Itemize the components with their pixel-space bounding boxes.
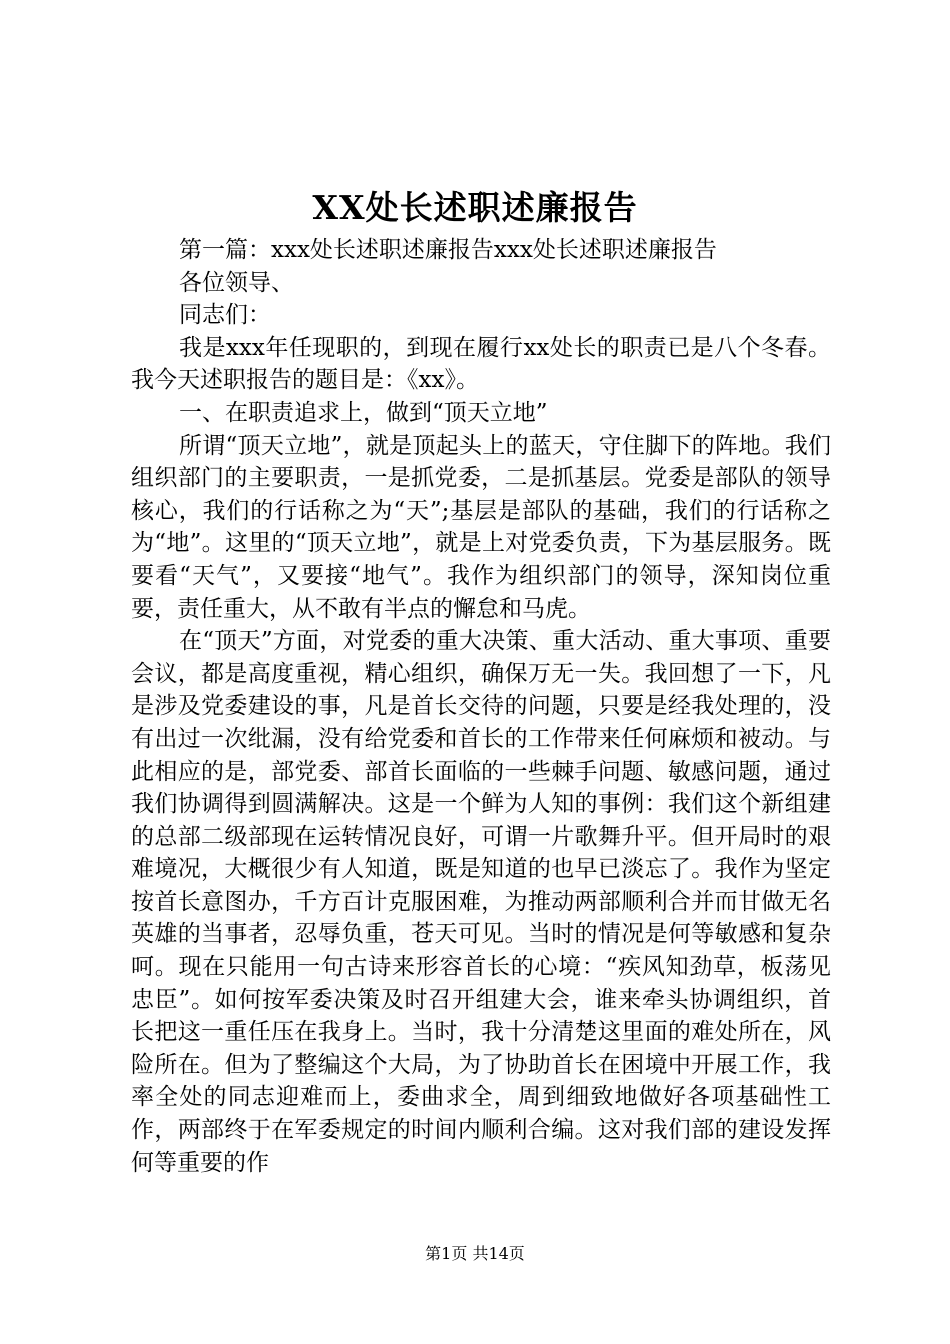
document-body	[131, 234, 831, 1179]
document-title: XX处长述职述廉报告	[312, 188, 638, 227]
paragraph-subheading-1: 一、在职责追求上，做到“顶天立地”	[179, 399, 548, 426]
paragraph-section-heading: 第一篇：xxx处长述职述廉报告xxx处长述职述廉报告	[179, 237, 717, 263]
paragraph-body-1: 所谓“顶天立地”，就是顶起头上的蓝天，守住脚下的阵地。我们组织部门的主要职责，一是抓党委，二是抓基层。党委是部队的领导核心，我们的行话称之为“天”;基层是部队的基础，我们的行话称之为“地”。这里的“顶天立地”，就是上对党委负责，下为基层服务。既要看“天气”，又要接“地气”。我作为组织部门的领导，深知岗位重要，责任重大，从不敢有半点的懈怠和马虎。	[131, 432, 831, 622]
paragraph-salutation-2: 同志们：	[179, 302, 271, 329]
paragraph-intro: 我是xxx年任现职的，到现在履行xx处长的职责已是八个冬春。我今天述职报告的题目是：《xx》。	[131, 334, 831, 394]
paragraph-salutation-1: 各位领导、	[179, 269, 294, 296]
paragraph-body-2: 在“顶天”方面，对党委的重大决策、重大活动、重大事项、重要会议，都是高度重视，精心组织，确保万无一失。我回想了一下，凡是涉及党委建设的事，凡是首长交待的问题，只要是经我处理的，没有出过一次纰漏，没有给党委和首长的工作带来任何麻烦和被动。与此相应的是，部党委、部首长面临的一些棘手问题、敏感问题，通过我们协调得到圆满解决。这是一个鲜为人知的事例：我们这个新组建的总部二级部现在运转情况良好，可谓一片歌舞升平。但开局时的艰难境况，大概很少有人知道，既是知道的也早已淡忘了。我作为坚定按首长意图办，千方百计克服困难，为推动两部顺利合并而甘做无名英雄的当事者，忍辱负重，苍天可见。当时的情况是何等敏感和复杂呵。现在只能用一句古诗来形容首长的心境：“疾风知劲草，板荡见忠臣”。如何按军委决策及时召开组建大会，谁来牵头协调组织，首长把这一重任压在我身上。当时，我十分清楚这里面的难处所在，风险所在。但为了整编这个大局，为了协助首长在困境中开展工作，我率全处的同志迎难而上，委曲求全，周到细致地做好各项基础性工作，两部终于在军委规定的时间内顺利合编。这对我们部的建设发挥何等重要的作	[131, 628, 831, 1176]
page-number-footer: 第1页 共14页	[425, 1244, 525, 1263]
